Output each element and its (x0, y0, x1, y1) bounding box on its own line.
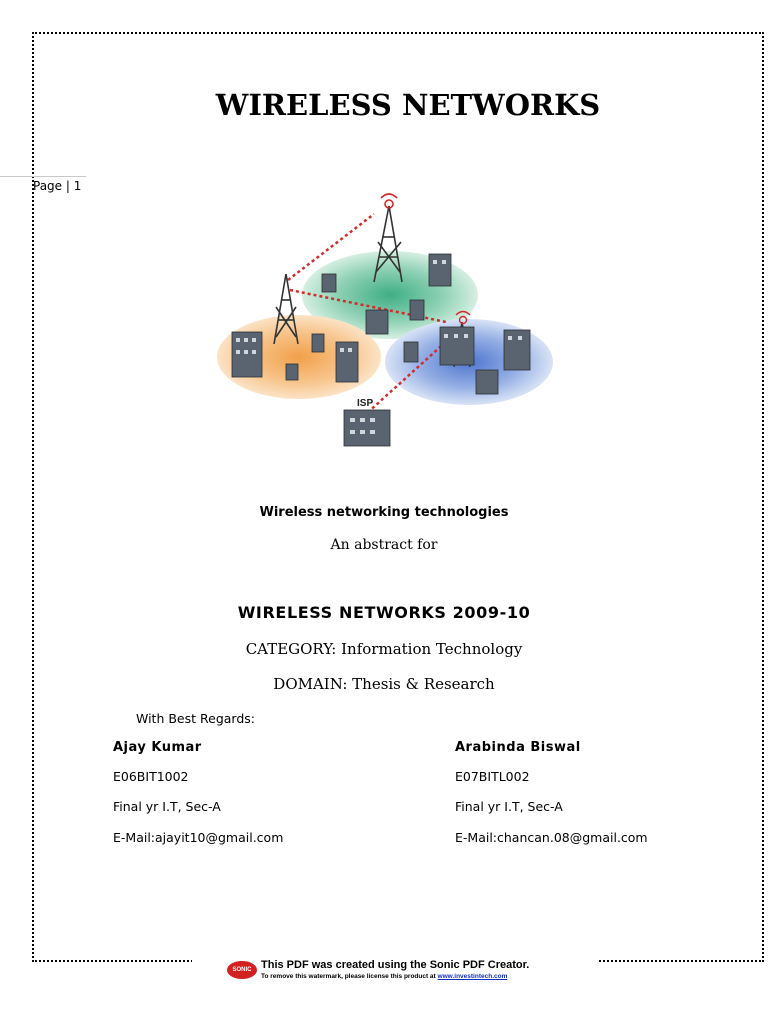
watermark-link[interactable]: www.investintech.com (437, 973, 508, 980)
category-line: CATEGORY: Information Technology (245, 640, 523, 658)
author-name: Ajay Kumar (113, 740, 202, 755)
header-rule (0, 176, 86, 177)
author-class: Final yr I.T, Sec-A (455, 799, 563, 814)
domain-line: DOMAIN: Thesis & Research (273, 675, 495, 693)
document-subtitle: Wireless networking technologies (259, 505, 509, 520)
isp-label: ISP (357, 398, 374, 409)
watermark-footer (227, 958, 557, 991)
abstract-line: An abstract for (330, 537, 438, 553)
document-title: WIRELESS NETWORKS (215, 88, 601, 122)
regards-text: With Best Regards: (136, 711, 255, 726)
author-email: E-Mail:ajayit10@gmail.com (113, 830, 284, 845)
section-heading: WIRELESS NETWORKS 2009-10 (237, 603, 531, 622)
author-email: E-Mail:chancan.08@gmail.com (455, 830, 648, 845)
wireless-network-diagram-icon (214, 192, 560, 464)
author-class: Final yr I.T, Sec-A (113, 799, 221, 814)
author-name: Arabinda Biswal (455, 740, 581, 755)
author-id: E06BIT1002 (113, 769, 189, 784)
watermark-small-text (261, 973, 507, 980)
sonic-pdf-logo-icon: SONIC PDF (227, 961, 257, 979)
author-id: E07BITL002 (455, 769, 530, 784)
page-border (32, 32, 764, 962)
watermark-notice: To remove this watermark, please license this product at (261, 973, 438, 980)
page-number: Page | 1 (33, 179, 82, 193)
watermark-main-text: This PDF was created using the Sonic PDF Creator. (261, 959, 530, 971)
